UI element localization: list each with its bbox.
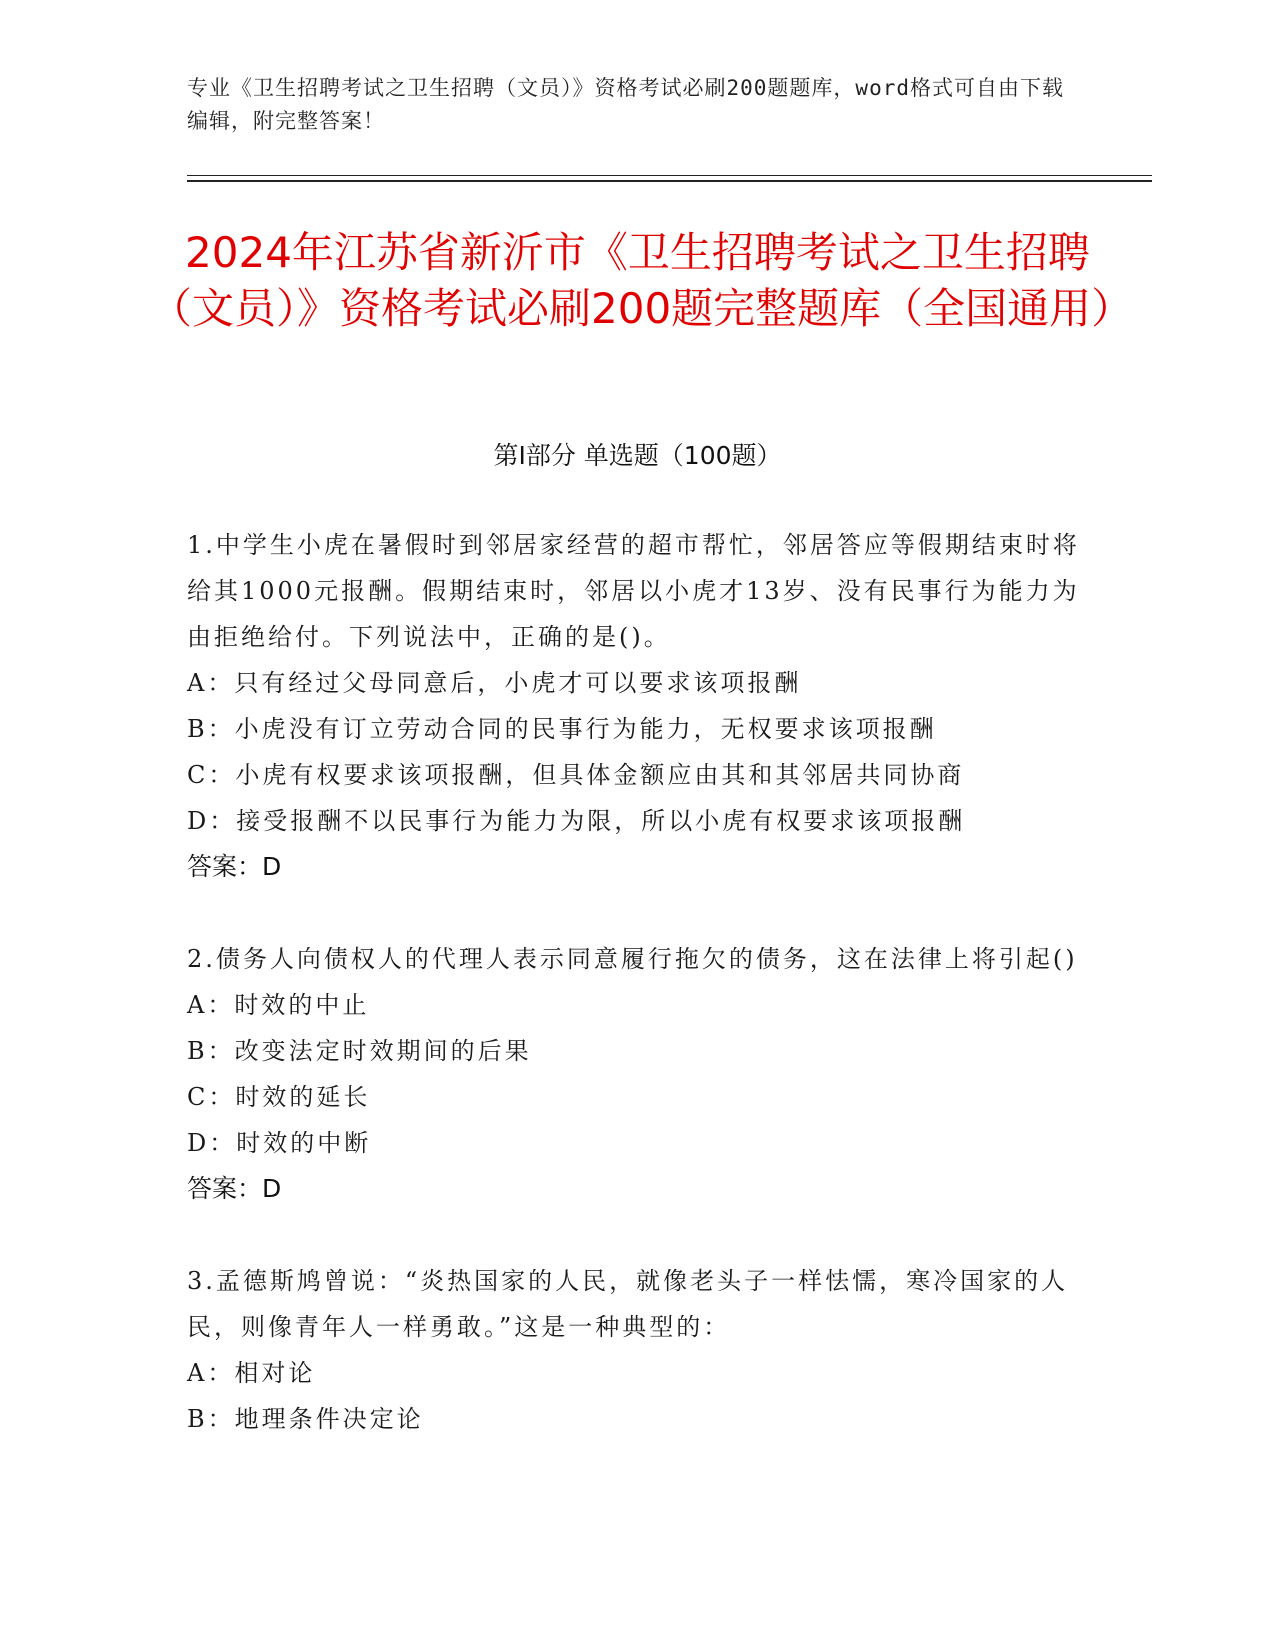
section-title: 第I部分 单选题（100题）: [493, 441, 782, 470]
question-stem: 1.中学生小虎在暑假时到邻居家经营的超市帮忙，邻居答应等假期结束时将给其1000元报酬。假期结束时，邻居以小虎才13岁、没有民事行为能力为由拒绝给付。下列说法中，正确的是()。: [187, 531, 1080, 651]
option-d: D：接受报酬不以民事行为能力为限，所以小虎有权要求该项报酬: [187, 807, 966, 835]
question-1: [187, 522, 1087, 890]
option-d: D：时效的中断: [187, 1129, 372, 1157]
document-title: 2024年江苏省新沂市《卫生招聘考试之卫生招聘（文员）》资格考试必刷200题完整题库（全国通用）: [150, 228, 1134, 333]
header-note: 专业《卫生招聘考试之卫生招聘（文员）》资格考试必刷200题题库，word格式可自由下载编辑，附完整答案！: [187, 76, 1064, 133]
option-c: C：小虎有权要求该项报酬，但具体金额应由其和其邻居共同协商: [187, 761, 965, 789]
option-c: C：时效的延长: [187, 1083, 371, 1111]
option-a: A：只有经过父母同意后，小虎才可以要求该项报酬: [187, 669, 802, 697]
question-3: [187, 1258, 1087, 1442]
option-a: A：时效的中止: [187, 991, 370, 1019]
answer: 答案：D: [187, 852, 282, 881]
option-b: B：小虎没有订立劳动合同的民事行为能力，无权要求该项报酬: [187, 715, 937, 743]
question-2: [187, 936, 1087, 1212]
header-divider-thick: [187, 180, 1152, 182]
question-list: [187, 522, 1087, 1488]
answer: 答案：D: [187, 1174, 282, 1203]
option-b: B：地理条件决定论: [187, 1405, 424, 1433]
header-divider-thin: [187, 175, 1152, 176]
option-a: A：相对论: [187, 1359, 316, 1387]
question-stem: 3.孟德斯鸠曾说：“炎热国家的人民，就像老头子一样怯懦，寒冷国家的人民，则像青年人一样勇敢。”这是一种典型的：: [187, 1267, 1069, 1341]
option-b: B：改变法定时效期间的后果: [187, 1037, 532, 1065]
question-stem: 2.债务人向债权人的代理人表示同意履行拖欠的债务，这在法律上将引起(): [187, 945, 1078, 973]
